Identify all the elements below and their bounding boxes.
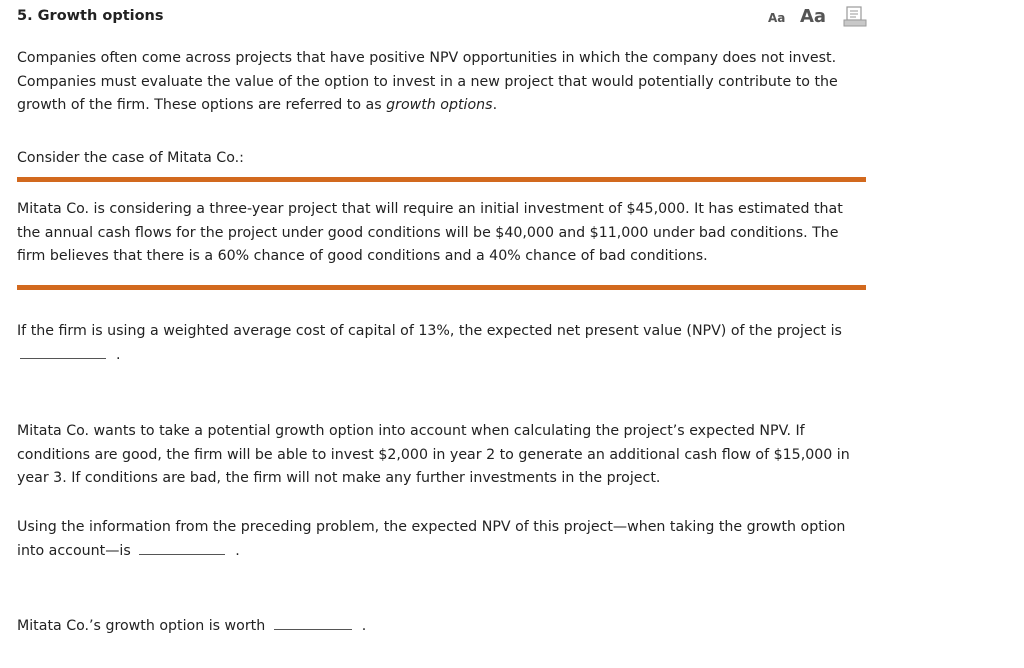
decrease-font-button[interactable]: Aa <box>768 11 786 25</box>
question-2 <box>17 516 867 563</box>
case-intro: Consider the case of Mitata Co.: <box>17 150 244 166</box>
npv-answer-field[interactable] <box>20 344 106 359</box>
case-description: Mitata Co. is considering a three-year project that will require an initial investment of $45,000. It has estimated that the annual cash flows for the project under good conditions will be $40,000 and $11,000 under bad conditions. The firm believes that there is a 60% chance of good conditions and a 40% chance of bad conditions. <box>17 201 843 264</box>
case-bottom-rule <box>17 285 866 290</box>
npv-with-option-answer-field[interactable] <box>139 540 225 555</box>
growth-option-paragraph: Mitata Co. wants to take a potential growth option into account when calculating the project’s expected NPV. If conditions are good, the firm will be able to invest $2,000 in year 2 to generate an additional cash flow of $15,000 in year 3. If conditions are bad, the firm will not make any further investments in the project. <box>17 423 850 486</box>
question-2-suffix: . <box>235 542 240 559</box>
question-1 <box>17 320 867 367</box>
question-1-suffix: . <box>116 346 121 363</box>
intro-paragraph <box>17 47 867 118</box>
intro-period: . <box>492 97 498 113</box>
growth-options-term: growth options <box>386 97 493 113</box>
print-icon[interactable] <box>843 6 867 28</box>
case-top-rule <box>17 177 866 182</box>
question-2-text: Using the information from the preceding problem, the expected NPV of this project—when taking the growth option into account—is <box>17 519 846 559</box>
question-title: 5. Growth options <box>17 8 164 24</box>
option-value-answer-field[interactable] <box>274 615 352 630</box>
question-3-text: Mitata Co.’s growth option is worth <box>17 618 266 634</box>
question-3 <box>17 615 867 639</box>
question-3-suffix: . <box>361 618 367 634</box>
question-1-text: If the firm is using a weighted average cost of capital of 13%, the expected net present value (NPV) of the project is <box>17 323 842 339</box>
increase-font-button[interactable]: Aa <box>800 6 827 27</box>
intro-text: Companies often come across projects that have positive NPV opportunities in which the company does not invest. Companies must evaluate the value of the option to invest in a new project that would potentially contribute to the growth of the firm. These options are referred to as <box>17 50 838 113</box>
